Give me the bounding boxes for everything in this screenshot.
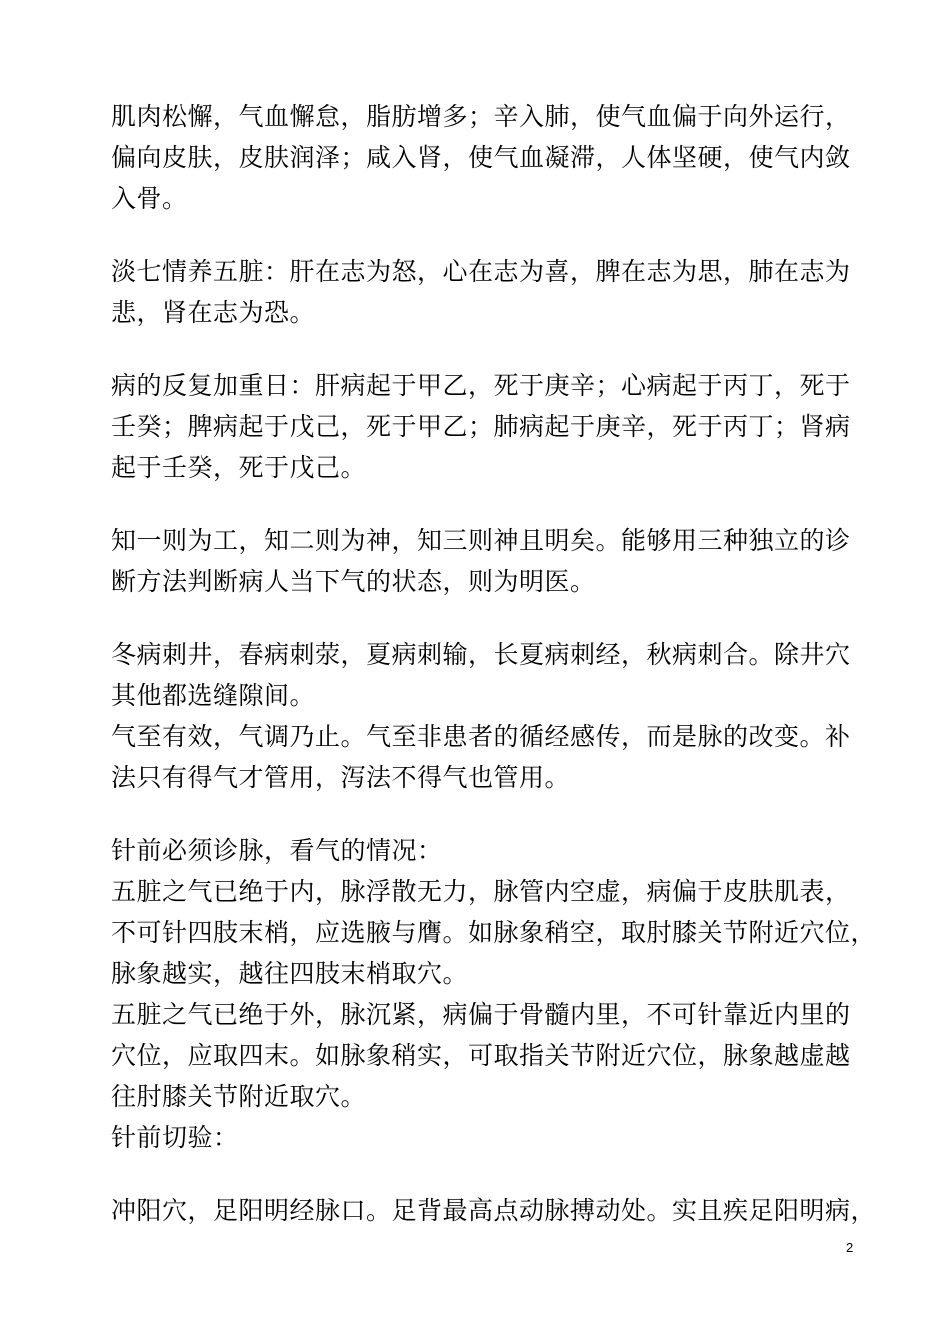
text-line: 起于壬癸，死于戊己。: [111, 453, 367, 482]
text-line: 五脏之气已绝于内，脉浮散无力，脉管内空虚，病偏于皮肤肌表，: [111, 877, 851, 906]
text-line: 穴位，应取四末。如脉象稍实，可取指关节附近穴位，脉象越虚越: [111, 1041, 851, 1070]
text-line: 冲阳穴，足阳明经脉口。足背最高点动脉搏动处。实且疾足阳明病，: [111, 1196, 877, 1225]
text-line: 淡七情养五脏：肝在志为怒，心在志为喜，脾在志为思，肺在志为: [111, 257, 851, 286]
text-line: 入骨。: [111, 184, 188, 213]
text-line: 冬病刺井，春病刺荥，夏病刺输，长夏病刺经，秋病刺合。除井穴: [111, 640, 851, 669]
text-line: 知一则为工，知二则为神，知三则神且明矣。能够用三种独立的诊: [111, 526, 851, 555]
page-content: [111, 96, 881, 1231]
text-line: 五脏之气已绝于外，脉沉紧，病偏于骨髓内里，不可针靠近内里的: [111, 1000, 851, 1029]
text-line: 壬癸；脾病起于戊己，死于甲乙；肺病起于庚辛，死于丙丁；肾病: [111, 412, 851, 441]
paragraph: [111, 365, 881, 488]
paragraph: [111, 96, 881, 219]
text-line: 针前必须诊脉，看气的情况：: [111, 836, 443, 865]
text-line: 肌肉松懈，气血懈怠，脂肪增多；辛入肺，使气血偏于向外运行，: [111, 102, 851, 131]
text-line: 针前切验：: [111, 1123, 239, 1152]
text-line: 偏向皮肤，皮肤润泽；咸入肾，使气血凝滞，人体坚硬，使气内敛: [111, 143, 851, 172]
paragraph: [111, 1190, 881, 1231]
paragraph: [111, 830, 881, 1158]
text-line: 脉象越实，越往四肢末梢取穴。: [111, 959, 469, 988]
page-number: 2: [846, 1240, 854, 1255]
text-line: 断方法判断病人当下气的状态，则为明医。: [111, 567, 596, 596]
paragraph: [111, 251, 881, 333]
text-line: 其他都选缝隙间。: [111, 681, 316, 710]
text-line: 往肘膝关节附近取穴。: [111, 1082, 367, 1111]
text-line: 气至有效，气调乃止。气至非患者的循经感传，而是脉的改变。补: [111, 722, 851, 751]
paragraph: [111, 520, 881, 602]
text-line: 悲，肾在志为恐。: [111, 298, 316, 327]
text-line: 不可针四肢末梢，应选腋与膺。如脉象稍空，取肘膝关节附近穴位，: [111, 918, 877, 947]
text-line: 法只有得气才管用，泻法不得气也管用。: [111, 763, 571, 792]
text-line: 病的反复加重日：肝病起于甲乙，死于庚辛；心病起于丙丁，死于: [111, 371, 851, 400]
paragraph: [111, 634, 881, 798]
